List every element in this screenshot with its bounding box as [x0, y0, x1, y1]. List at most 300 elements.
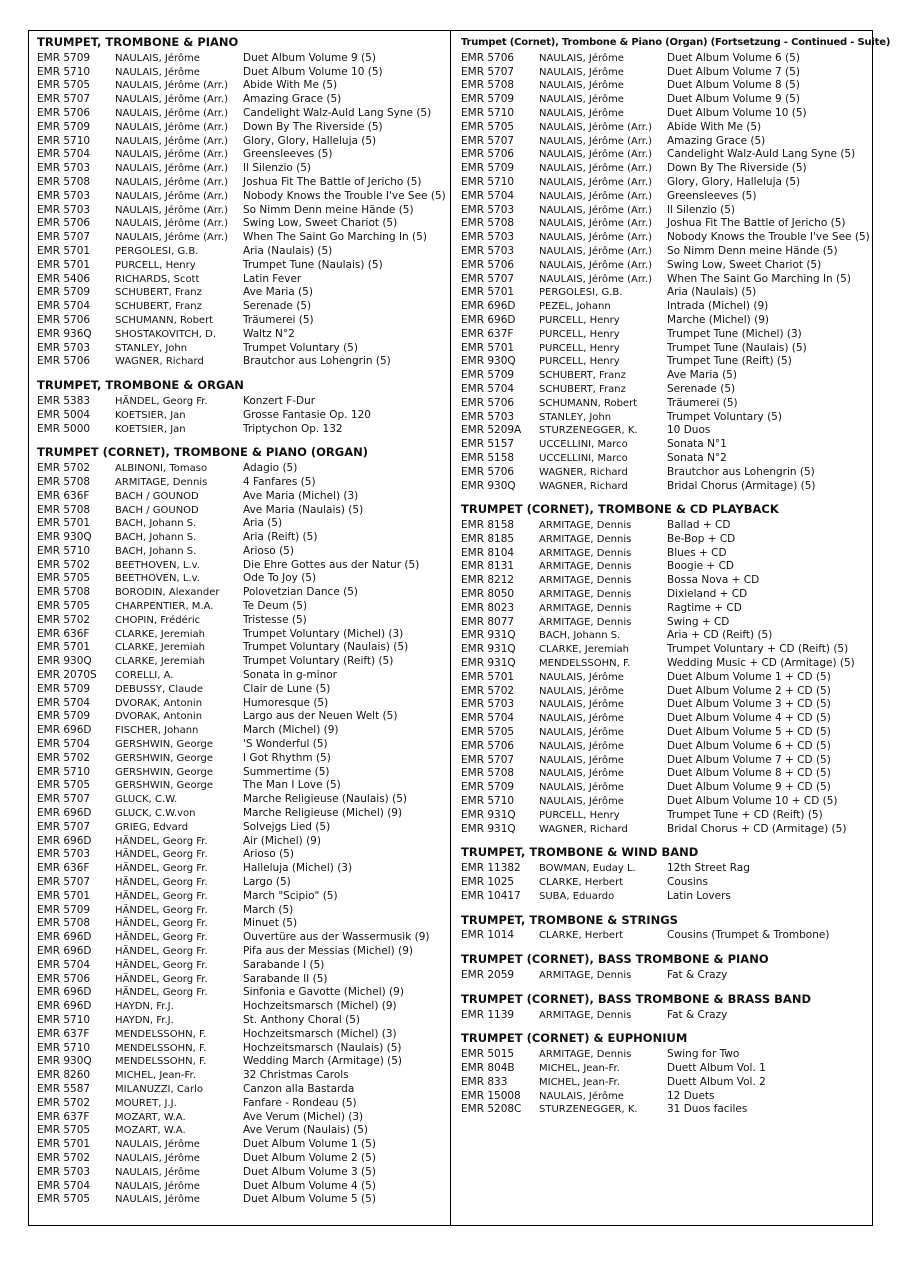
catalog-number: EMR 5208C: [461, 1103, 522, 1116]
composer-name: ARMITAGE, Dennis: [539, 520, 632, 532]
work-title: Duet Album Volume 5 + CD (5): [667, 726, 831, 739]
catalog-number: EMR 5710: [37, 65, 91, 78]
work-title: Ragtime + CD: [667, 601, 742, 614]
catalog-entry: [37, 1193, 449, 1207]
work-title: Swing Low, Sweet Chariot (5): [243, 217, 398, 230]
catalog-number: EMR 931Q: [461, 643, 516, 656]
work-title: Arioso (5): [243, 544, 294, 557]
composer-name: CLARKE, Jeremiah: [115, 656, 205, 668]
work-title: Air (Michel) (9): [243, 834, 321, 847]
catalog-entry: [37, 586, 449, 600]
composer-name: HÄNDEL, Georg Fr.: [115, 849, 208, 861]
work-title: Trumpet Voluntary + CD (Reift) (5): [667, 643, 849, 656]
catalog-number: EMR 636F: [37, 489, 90, 502]
work-title: Aria + CD (Reift) (5): [667, 629, 773, 642]
work-title: Ode To Joy (5): [243, 572, 317, 585]
work-title: Duet Album Volume 10 (5): [243, 65, 383, 78]
work-title: Dixieland + CD: [667, 588, 748, 601]
composer-name: NAULAIS, Jérôme (Arr.): [115, 149, 229, 161]
catalog-entry: [37, 355, 449, 369]
composer-name: KOETSIER, Jan: [115, 423, 186, 435]
work-title: So Nimm Denn meine Hände (5): [667, 244, 838, 257]
catalog-entry: [461, 342, 871, 356]
catalog-entry: [37, 273, 449, 287]
catalog-entry: [461, 397, 871, 411]
work-title: Duet Album Volume 2 (5): [243, 1151, 376, 1164]
composer-name: UCCELLINI, Marco: [539, 439, 628, 451]
composer-name: HÄNDEL, Georg Fr.: [115, 890, 208, 902]
catalog-entry: [37, 1028, 449, 1042]
catalog-number: EMR 5704: [461, 189, 515, 202]
catalog-entry: [37, 1083, 449, 1097]
catalog-number: EMR 5157: [461, 438, 515, 451]
composer-name: FISCHER, Johann: [115, 725, 199, 737]
catalog-number: EMR 1014: [461, 929, 515, 942]
catalog-number: EMR 8212: [461, 574, 515, 587]
work-title: 31 Duos faciles: [667, 1103, 748, 1116]
catalog-number: EMR 931Q: [461, 629, 516, 642]
catalog-number: EMR 936Q: [37, 327, 92, 340]
catalog-number: EMR 5708: [461, 79, 515, 92]
catalog-number: EMR 5703: [37, 203, 91, 216]
composer-name: HÄNDEL, Georg Fr.: [115, 835, 208, 847]
work-title: Aria (Reift) (5): [243, 531, 318, 544]
work-title: 'S Wonderful (5): [243, 738, 328, 751]
catalog-number: EMR 5702: [37, 1096, 91, 1109]
catalog-number: EMR 8050: [461, 588, 515, 601]
composer-name: BACH, Johann S.: [115, 518, 197, 530]
catalog-entry: [461, 671, 871, 685]
section-heading: Trumpet (Cornet), Trombone & Piano (Organ) (Fortsetzung - Continued - Suite): [461, 37, 891, 48]
composer-name: HÄNDEL, Georg Fr.: [115, 932, 208, 944]
work-title: Canzon alla Bastarda: [243, 1082, 355, 1095]
composer-name: UCCELLINI, Marco: [539, 452, 628, 464]
catalog-entry: [461, 314, 871, 328]
composer-name: ARMITAGE, Dennis: [539, 1049, 632, 1061]
catalog-number: EMR 5707: [37, 93, 91, 106]
work-title: Träumerei (5): [243, 313, 314, 326]
catalog-number: EMR 5704: [37, 696, 91, 709]
composer-name: NAULAIS, Jérôme: [539, 713, 624, 725]
catalog-entry: [461, 862, 871, 876]
work-title: Ave Maria (Naulais) (5): [243, 503, 364, 516]
work-title: Candelight Walz-Auld Lang Syne (5): [667, 148, 856, 161]
catalog-entry: [37, 1138, 449, 1152]
catalog-entry: [461, 286, 871, 300]
catalog-entry: [461, 204, 871, 218]
catalog-entry: [461, 107, 871, 121]
composer-name: SCHUBERT, Franz: [539, 370, 626, 382]
work-title: Fanfare - Rondeau (5): [243, 1096, 357, 1109]
work-title: March "Scipio" (5): [243, 889, 338, 902]
catalog-number: EMR 5703: [461, 698, 515, 711]
work-title: Trumpet Voluntary (Naulais) (5): [243, 641, 409, 654]
catalog-entry: [37, 148, 449, 162]
catalog-entry: [37, 890, 449, 904]
catalog-entry: [37, 231, 449, 245]
catalog-number: EMR 5701: [37, 641, 91, 654]
catalog-number: EMR 5706: [37, 313, 91, 326]
composer-name: NAULAIS, Jérôme (Arr.): [539, 245, 653, 257]
work-title: Halleluja (Michel) (3): [243, 862, 353, 875]
right-column: [461, 36, 891, 1117]
catalog-number: EMR 2070S: [37, 669, 97, 682]
catalog-entry: [461, 273, 871, 287]
catalog-number: EMR 5708: [37, 475, 91, 488]
work-title: Duet Album Volume 1 + CD (5): [667, 670, 831, 683]
work-title: Ave Maria (Michel) (3): [243, 489, 359, 502]
work-title: Arioso (5): [243, 848, 294, 861]
composer-name: MICHEL, Jean-Fr.: [539, 1076, 620, 1088]
catalog-entry: [37, 655, 449, 669]
catalog-number: EMR 833: [461, 1075, 508, 1088]
catalog-entry: [461, 480, 871, 494]
catalog-entry: [37, 1152, 449, 1166]
catalog-number: EMR 5705: [37, 79, 91, 92]
work-title: Nobody Knows the Trouble I've See (5): [243, 189, 446, 202]
catalog-entry: [37, 409, 449, 423]
work-title: Latin Fever: [243, 272, 302, 285]
catalog-entry: [461, 809, 871, 823]
composer-name: HÄNDEL, Georg Fr.: [115, 904, 208, 916]
composer-name: NAULAIS, Jérôme (Arr.): [539, 163, 653, 175]
catalog-entry: [37, 342, 449, 356]
composer-name: NAULAIS, Jérôme: [115, 66, 200, 78]
catalog-entry: [37, 904, 449, 918]
composer-name: NAULAIS, Jérôme: [539, 107, 624, 119]
work-title: Wedding March (Armitage) (5): [243, 1055, 403, 1068]
composer-name: HAYDN, Fr.J.: [115, 1014, 174, 1026]
composer-name: GERSHWIN, George: [115, 766, 214, 778]
catalog-entry: [37, 738, 449, 752]
catalog-number: EMR 5004: [37, 408, 91, 421]
composer-name: GERSHWIN, George: [115, 752, 214, 764]
catalog-entry: [37, 259, 449, 273]
catalog-entry: [37, 1097, 449, 1111]
composer-name: NAULAIS, Jérôme (Arr.): [539, 259, 653, 271]
catalog-number: EMR 5708: [461, 767, 515, 780]
catalog-entry: [461, 231, 871, 245]
catalog-entry: [37, 490, 449, 504]
catalog-number: EMR 637F: [461, 327, 514, 340]
composer-name: BORODIN, Alexander: [115, 587, 220, 599]
catalog-entry: [461, 1048, 871, 1062]
catalog-number: EMR 5705: [37, 600, 91, 613]
catalog-entry: [461, 79, 871, 93]
composer-name: HÄNDEL, Georg Fr.: [115, 987, 208, 999]
composer-name: ARMITAGE, Dennis: [539, 547, 632, 559]
composer-name: HÄNDEL, Georg Fr.: [115, 395, 208, 407]
composer-name: DEBUSSY, Claude: [115, 683, 204, 695]
catalog-entry: [37, 162, 449, 176]
catalog-entry: [461, 588, 871, 602]
composer-name: NAULAIS, Jérôme: [539, 66, 624, 78]
composer-name: PURCELL, Henry: [539, 314, 620, 326]
work-title: March (Michel) (9): [243, 724, 339, 737]
composer-name: NAULAIS, Jérôme: [539, 699, 624, 711]
work-title: Duett Album Vol. 1: [667, 1061, 766, 1074]
composer-name: NAULAIS, Jérôme (Arr.): [115, 94, 229, 106]
catalog-entry: [461, 754, 871, 768]
composer-name: DVORAK, Antonin: [115, 711, 203, 723]
catalog-number: EMR 5705: [37, 572, 91, 585]
catalog-number: EMR 5709: [461, 162, 515, 175]
work-title: Ave Maria (5): [243, 286, 313, 299]
catalog-entry: [461, 890, 871, 904]
catalog-entry: [461, 411, 871, 425]
catalog-number: EMR 5701: [37, 258, 91, 271]
catalog-entry: [37, 545, 449, 559]
catalog-number: EMR 5707: [37, 231, 91, 244]
composer-name: CHARPENTIER, M.A.: [115, 601, 214, 613]
composer-name: SHOSTAKOVITCH, D.: [115, 328, 217, 340]
composer-name: NAULAIS, Jérôme (Arr.): [539, 149, 653, 161]
work-title: I Got Rhythm (5): [243, 751, 331, 764]
composer-name: NAULAIS, Jérôme: [539, 796, 624, 808]
composer-name: HÄNDEL, Georg Fr.: [115, 863, 208, 875]
work-title: Joshua Fit The Battle of Jericho (5): [667, 217, 846, 230]
catalog-number: EMR 5706: [461, 739, 515, 752]
composer-name: ARMITAGE, Dennis: [539, 1009, 632, 1021]
work-title: Hochzeitsmarsch (Naulais) (5): [243, 1041, 402, 1054]
catalog-number: EMR 696D: [37, 986, 92, 999]
catalog-entry: [37, 600, 449, 614]
composer-name: PURCELL, Henry: [539, 342, 620, 354]
catalog-number: EMR 5706: [461, 396, 515, 409]
catalog-entry: [37, 1000, 449, 1014]
left-column: [37, 36, 449, 1207]
composer-name: NAULAIS, Jérôme: [539, 94, 624, 106]
catalog-number: EMR 5706: [37, 972, 91, 985]
catalog-entry: [37, 1166, 449, 1180]
composer-name: DVORAK, Antonin: [115, 697, 203, 709]
catalog-entry: [37, 1069, 449, 1083]
work-title: When The Saint Go Marching In (5): [243, 231, 427, 244]
catalog-entry: [37, 1124, 449, 1138]
catalog-entry: [37, 300, 449, 314]
catalog-entry: [37, 1111, 449, 1125]
catalog-number: EMR 5709: [37, 286, 91, 299]
catalog-number: EMR 5705: [37, 779, 91, 792]
composer-name: STURZENEGGER, K.: [539, 1104, 638, 1116]
catalog-number: EMR 5701: [37, 244, 91, 257]
catalog-entry: [37, 669, 449, 683]
composer-name: WAGNER, Richard: [539, 466, 628, 478]
catalog-number: EMR 5702: [461, 684, 515, 697]
composer-name: CLARKE, Herbert: [539, 930, 624, 942]
section-heading: TRUMPET, TROMBONE & ORGAN: [37, 378, 244, 393]
catalog-number: EMR 5707: [37, 876, 91, 889]
catalog-number: EMR 8104: [461, 546, 515, 559]
catalog-entry: [461, 1009, 871, 1023]
composer-name: NAULAIS, Jérôme (Arr.): [539, 121, 653, 133]
work-title: Trumpet Voluntary (5): [667, 410, 782, 423]
work-title: 12 Duets: [667, 1089, 715, 1102]
catalog-entry: [37, 752, 449, 766]
work-title: Brautchor aus Lohengrin (5): [667, 465, 815, 478]
composer-name: ARMITAGE, Dennis: [539, 616, 632, 628]
work-title: Il Silenzio (5): [243, 162, 312, 175]
catalog-number: EMR 5706: [37, 106, 91, 119]
work-title: Trumpet Voluntary (5): [243, 341, 358, 354]
work-title: St. Anthony Choral (5): [243, 1013, 360, 1026]
work-title: Ave Verum (Naulais) (5): [243, 1124, 369, 1137]
work-title: Humoresque (5): [243, 696, 329, 709]
composer-name: NAULAIS, Jérôme: [539, 671, 624, 683]
catalog-number: EMR 5705: [37, 1193, 91, 1206]
work-title: Sonata N°2: [667, 451, 727, 464]
work-title: Fat & Crazy: [667, 1008, 728, 1021]
composer-name: ARMITAGE, Dennis: [539, 970, 632, 981]
work-title: Waltz N°2: [243, 327, 295, 340]
catalog-number: EMR 5708: [37, 503, 91, 516]
catalog-number: EMR 5158: [461, 451, 515, 464]
work-title: Trumpet Tune (Michel) (3): [667, 327, 802, 340]
composer-name: PEZEL, Johann: [539, 301, 611, 313]
work-title: Candelight Walz-Auld Lang Syne (5): [243, 106, 432, 119]
composer-name: SCHUMANN, Robert: [115, 314, 214, 326]
catalog-number: EMR 5709: [461, 781, 515, 794]
catalog-number: EMR 636F: [37, 862, 90, 875]
composer-name: HÄNDEL, Georg Fr.: [115, 959, 208, 971]
composer-name: PERGOLESI, G.B.: [539, 287, 623, 299]
catalog-number: EMR 15008: [461, 1089, 521, 1102]
catalog-entry: [37, 135, 449, 149]
catalog-number: EMR 5707: [461, 272, 515, 285]
catalog-entry: [461, 52, 871, 66]
composer-name: GERSHWIN, George: [115, 739, 214, 751]
catalog-number: EMR 5709: [37, 51, 91, 64]
catalog-entry: [461, 574, 871, 588]
catalog-number: EMR 5706: [461, 258, 515, 271]
catalog-number: EMR 930Q: [461, 355, 516, 368]
work-title: Swing + CD: [667, 615, 730, 628]
catalog-number: EMR 5702: [37, 462, 91, 475]
composer-name: MILANUZZI, Carlo: [115, 1083, 203, 1095]
work-title: Sarabande I (5): [243, 958, 325, 971]
catalog-number: EMR 1139: [461, 1008, 515, 1021]
catalog-entry: [461, 795, 871, 809]
catalog-entry: [461, 698, 871, 712]
work-title: Aria (Naulais) (5): [243, 244, 333, 257]
catalog-number: EMR 931Q: [461, 808, 516, 821]
catalog-number: EMR 5708: [37, 917, 91, 930]
catalog-entry: [461, 629, 871, 643]
catalog-entry: [461, 190, 871, 204]
catalog-number: EMR 8023: [461, 601, 515, 614]
composer-name: NAULAIS, Jérôme: [115, 1194, 200, 1206]
catalog-entry: [461, 519, 871, 533]
catalog-number: EMR 5703: [37, 189, 91, 202]
composer-name: NAULAIS, Jérôme (Arr.): [115, 218, 229, 230]
catalog-number: EMR 5705: [37, 1124, 91, 1137]
composer-name: NAULAIS, Jérôme (Arr.): [115, 121, 229, 133]
work-title: Konzert F-Dur: [243, 394, 316, 407]
catalog-number: EMR 696D: [37, 834, 92, 847]
work-title: Glory, Glory, Halleluja (5): [667, 175, 801, 188]
catalog-entry: [461, 876, 871, 890]
work-title: Cousins (Trumpet & Trombone): [667, 929, 830, 942]
catalog-entry: [37, 835, 449, 849]
work-title: Triptychon Op. 132: [243, 422, 343, 435]
catalog-number: EMR 5706: [37, 355, 91, 368]
catalog-entry: [37, 986, 449, 1000]
work-title: The Man I Love (5): [243, 779, 341, 792]
catalog-entry: [461, 643, 871, 657]
work-title: Aria (Naulais) (5): [667, 286, 757, 299]
catalog-entry: [461, 616, 871, 630]
composer-name: BACH, Johann S.: [539, 630, 621, 642]
composer-name: BOWMAN, Euday L.: [539, 863, 636, 875]
work-title: Polovetzian Dance (5): [243, 586, 358, 599]
catalog-entry: [461, 685, 871, 699]
work-title: Trumpet Tune (Reift) (5): [667, 355, 792, 368]
work-title: Grosse Fantasie Op. 120: [243, 408, 371, 421]
catalog-entry: [461, 93, 871, 107]
catalog-number: EMR 5708: [37, 586, 91, 599]
catalog-number: EMR 5710: [37, 765, 91, 778]
work-title: Duet Album Volume 9 (5): [243, 51, 376, 64]
catalog-number: EMR 5707: [461, 753, 515, 766]
catalog-number: EMR 696D: [37, 724, 92, 737]
work-title: Hochzeitsmarsch (Michel) (9): [243, 1000, 397, 1013]
composer-name: NAULAIS, Jérôme: [539, 754, 624, 766]
work-title: Ave Verum (Michel) (3): [243, 1110, 364, 1123]
work-title: Duet Album Volume 3 (5): [243, 1165, 376, 1178]
catalog-number: EMR 5704: [37, 148, 91, 161]
catalog-entry: [37, 286, 449, 300]
catalog-entry: [461, 383, 871, 397]
composer-name: NAULAIS, Jérôme (Arr.): [539, 190, 653, 202]
catalog-entry: [461, 929, 871, 943]
catalog-entry: [461, 148, 871, 162]
catalog-entry: [461, 767, 871, 781]
composer-name: CLARKE, Herbert: [539, 877, 624, 889]
composer-name: NAULAIS, Jérôme: [115, 1166, 200, 1178]
work-title: Amazing Grace (5): [243, 93, 342, 106]
work-title: Duet Album Volume 8 (5): [667, 79, 800, 92]
work-title: 4 Fanfares (5): [243, 475, 316, 488]
catalog-number: EMR 696D: [37, 931, 92, 944]
catalog-number: EMR 931Q: [461, 657, 516, 670]
work-title: Amazing Grace (5): [667, 134, 766, 147]
catalog-entry: [37, 176, 449, 190]
catalog-entry: [461, 726, 871, 740]
catalog-entry: [37, 848, 449, 862]
composer-name: CLARKE, Jeremiah: [115, 642, 205, 654]
work-title: Greensleeves (5): [243, 148, 333, 161]
catalog-entry: [37, 917, 449, 931]
composer-name: MENDELSSOHN, F.: [115, 1056, 207, 1068]
catalog-number: EMR 5702: [37, 613, 91, 626]
work-title: Bridal Chorus + CD (Armitage) (5): [667, 822, 847, 835]
composer-name: RICHARDS, Scott: [115, 273, 200, 285]
catalog-number: EMR 5710: [37, 544, 91, 557]
composer-name: NAULAIS, Jérôme (Arr.): [115, 107, 229, 119]
catalog-number: EMR 696D: [461, 300, 516, 313]
work-title: Abide With Me (5): [243, 79, 338, 92]
catalog-number: EMR 5709: [37, 903, 91, 916]
catalog-number: EMR 5703: [461, 244, 515, 257]
work-title: Down By The Riverside (5): [667, 162, 807, 175]
composer-name: MOZART, W.A.: [115, 1125, 186, 1137]
composer-name: STURZENEGGER, K.: [539, 425, 638, 437]
catalog-number: EMR 5703: [37, 1165, 91, 1178]
composer-name: WAGNER, Richard: [539, 823, 628, 835]
work-title: Boogie + CD: [667, 560, 734, 573]
composer-name: NAULAIS, Jérôme: [539, 768, 624, 780]
catalog-entry: [37, 779, 449, 793]
